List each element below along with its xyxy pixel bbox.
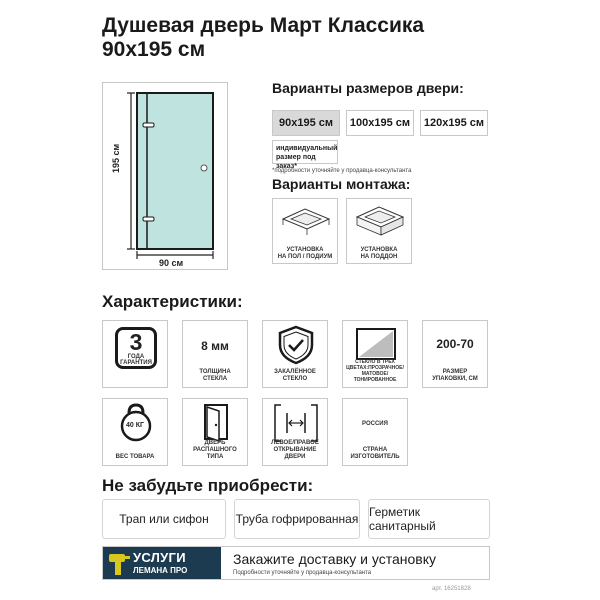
warranty-line-1: ГОДА: [127, 354, 145, 360]
glass-line-2: ЦВЕТАХ:ПРОЗРАЧНОЕ/: [346, 365, 404, 371]
weight-value: 40 КГ: [126, 422, 144, 429]
buy-heading: Не забудьте приобрести:: [102, 476, 314, 495]
spec-door-type: [182, 398, 248, 466]
country-line-2: ИЗГОТОВИТЕЛЬ: [350, 454, 400, 460]
spec-weight: [102, 398, 168, 466]
package-line-2: УПАКОВКИ, СМ: [432, 376, 478, 382]
tempered-line-2: СТЕКЛО: [282, 376, 308, 382]
article-number: арт. 16251828: [432, 586, 471, 592]
spec-opening: [262, 398, 328, 466]
opening-direction-icon: [263, 401, 329, 445]
width-label: 90 см: [159, 258, 184, 268]
spec-glass-colors: [342, 320, 408, 388]
door-drawing-panel: [102, 82, 228, 270]
mounting-floor-label: [275, 247, 335, 261]
size-option-120x195[interactable]: 120x195 см: [420, 110, 488, 136]
opening-label: [265, 440, 325, 461]
mounting-tray-label: [349, 247, 409, 261]
size-option-90x195[interactable]: 90x195 см: [272, 110, 340, 136]
warranty-line-2: ГАРАНТИЯ: [120, 360, 152, 366]
buy-item-drain[interactable]: Трап или сифон: [102, 499, 226, 539]
glass-line-3: МАТОВОЕ/ТОНИРОВАННОЕ: [353, 371, 397, 383]
services-badge-sub: ЛЕМАНА ПРО: [133, 566, 188, 575]
country-value: РОССИЯ: [362, 421, 388, 427]
custom-size-option[interactable]: [272, 140, 338, 170]
warranty-badge: [115, 327, 157, 369]
services-text: Закажите доставку и установку: [233, 551, 437, 567]
shield-check-icon: [263, 323, 329, 367]
spec-thickness: [182, 320, 248, 388]
size-option-100x195[interactable]: 100x195 см: [346, 110, 414, 136]
spec-country: [342, 398, 408, 466]
package-line-1: РАЗМЕР: [442, 369, 468, 375]
page-title: [102, 14, 424, 62]
sizes-footnote: *подробности уточняйте у продавца-консультанта: [272, 168, 412, 174]
glass-colors-label: [345, 359, 405, 383]
thickness-line-1: ТОЛЩИНА: [199, 369, 231, 375]
specs-heading: Характеристики:: [102, 292, 243, 311]
mounting-tray-line-1: УСТАНОВКА: [360, 247, 398, 253]
spec-warranty: [102, 320, 168, 388]
title-line-1: Душевая дверь Март Классика: [102, 14, 425, 37]
door-drawing: [103, 83, 229, 271]
buy-item-corrugated-pipe[interactable]: Труба гофрированная: [234, 499, 360, 539]
mounting-heading: Варианты монтажа:: [272, 176, 411, 192]
floor-mount-icon: [273, 203, 339, 243]
door-type-line-1: ДВЕРЬ: [204, 440, 226, 446]
mounting-floor-line-2: НА ПОЛ / ПОДИУМ: [277, 254, 333, 260]
custom-size-line-1: индивидуальный: [276, 145, 338, 152]
package-label: [425, 369, 485, 383]
country-line-1: СТРАНА: [362, 447, 388, 453]
custom-size-line-2: размер под заказ*: [276, 154, 316, 170]
services-badge-title: УСЛУГИ: [133, 550, 186, 565]
thickness-line-2: СТЕКЛА: [202, 376, 228, 382]
buy-item-sealant[interactable]: Герметик санитарный: [368, 499, 490, 539]
drill-icon: [105, 547, 131, 579]
services-banner[interactable]: [102, 546, 490, 580]
mounting-tray-line-2: НА ПОДДОН: [360, 254, 398, 260]
opening-line-2: ОТКРЫВАНИЕ ДВЕРИ: [273, 447, 317, 460]
swing-door-icon: [183, 401, 249, 445]
thickness-label: [185, 369, 245, 383]
opening-line-1: ЛЕВОЕ/ПРАВОЕ: [271, 440, 319, 446]
services-badge: [103, 547, 221, 579]
thickness-value: 8 мм: [201, 339, 229, 353]
weight-label: ВЕС ТОВАРА: [115, 454, 155, 460]
height-label: 195 см: [111, 143, 121, 173]
title-line-2: 90x195 см: [102, 38, 206, 61]
services-sub: Подробности уточняйте у продавца-консультанта: [233, 570, 372, 576]
spec-tempered: [262, 320, 328, 388]
spec-package-size: [422, 320, 488, 388]
tempered-label: [265, 369, 325, 383]
country-label: [345, 447, 405, 461]
door-type-line-2: РАСПАШНОГО ТИПА: [193, 447, 237, 460]
warranty-label: [118, 354, 154, 366]
door-type-label: [185, 440, 245, 461]
mounting-tray-card: [346, 198, 412, 264]
mounting-floor-line-1: УСТАНОВКА: [286, 247, 324, 253]
sizes-heading: Варианты размеров двери:: [272, 80, 464, 96]
glass-line-1: СТЕКЛО В ТРЕХ: [355, 359, 395, 365]
tray-mount-icon: [347, 203, 413, 243]
mounting-floor-card: [272, 198, 338, 264]
package-value: 200-70: [436, 337, 474, 351]
warranty-value: 3: [129, 329, 143, 355]
tempered-line-1: ЗАКАЛЁННОЕ: [274, 369, 316, 375]
